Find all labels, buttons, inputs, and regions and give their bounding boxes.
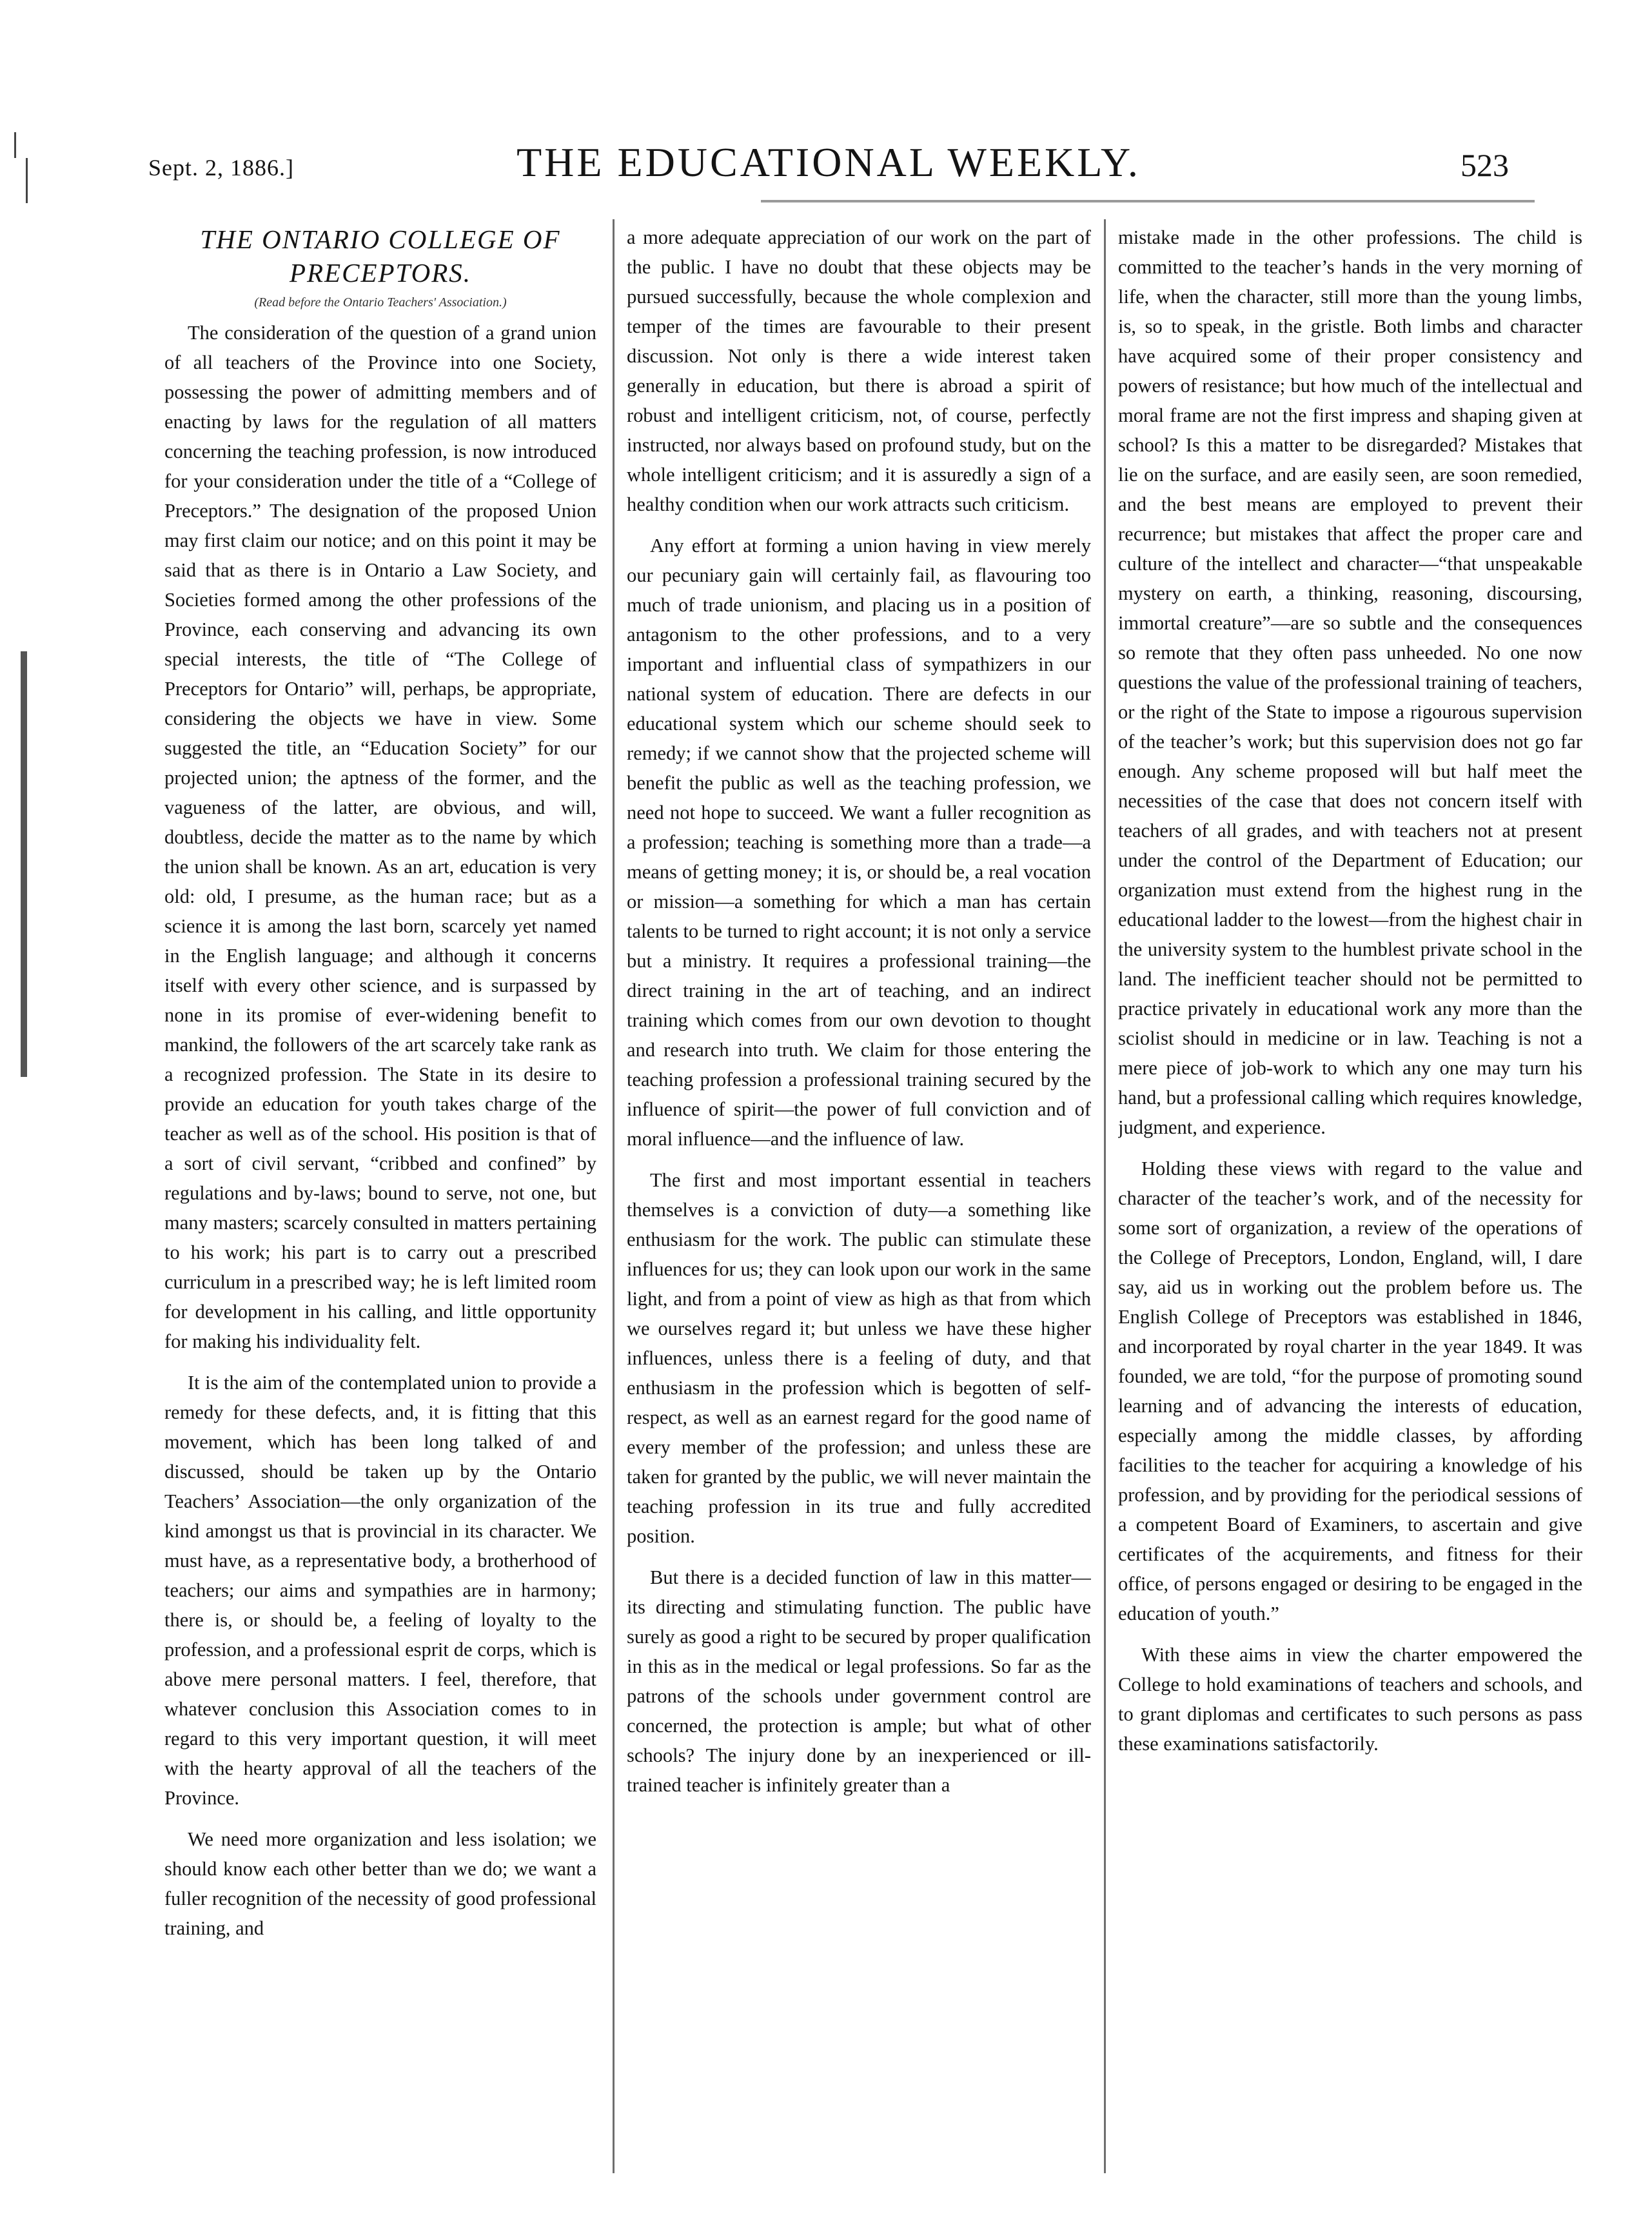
page-header (148, 139, 1509, 190)
paragraph: Holding these views with regard to the value and character of the teacher’s work, and of the necessity for some sort of organization, a review of the operations of the College of Preceptors, London, England, will, I dare say, aid us in working out the problem before us. The English College of Preceptors was established in 1846, and incorporated by royal charter in the year 1849. It was founded, we are told, “for the purpose of promoting sound learning and of advancing the interests of education, especially among the middle classes, by affording facilities to the teacher for acquiring a knowledge of his profession, and by providing for the periodical sessions of a competent Board of Examiners, to ascertain and give certificates of the acquirements, and fitness for their office, of persons engaged or desiring to be engaged in the education of youth.” (1118, 1158, 1582, 1624)
paragraph: We need more organization and less isolation; we should know each other better than we do; we want a fuller recognition of the necessity of good professional training, and (164, 1828, 596, 1939)
column-divider (613, 219, 615, 2173)
paragraph: Any effort at forming a union having in view merely our pecuniary gain will certainly fail, as flavouring too much of trade unionism, and placing us in a position of antagonism to the other professions, and to a very important and influential class of sympathizers in our national system of education. There are defects in our educational system which our scheme should seek to remedy; if we cannot show that the projected scheme will benefit the public as well as the teaching profession, we need not hope to succeed. We want a fuller recognition as a profession; teaching is something more than a trade—a means of getting money; it is, or should be, a real vocation or mission—a something for which a man has certain talents to be turned to right account; it is not only a service but a ministry. It requires a professional training—the direct training in the art of teaching, and an indirect training which comes from our own devotion to thought and research into truth. We claim for those entering the teaching profession a professional training secured by the influence of spirit—the power of full conviction and of moral influence—and the influence of law. (627, 535, 1091, 1150)
issue-date: Sept. 2, 1886.] (148, 155, 294, 181)
paragraph: The first and most important essential in teachers themselves is a conviction of duty—a something like enthusiasm for the work. The public can stimulate these influences for us; they can look upon our work in the same light, and from a point of view as high as that from which we ourselves regard it; but unless we have these higher influences, unless there is a feeling of duty, and that enthusiasm in the profession which is begotten of self-respect, as well as an earnest regard for the good name of every member of the profession; and unless these are taken for granted by the public, we will never maintain the teaching profession in its true and fully accredited position. (627, 1169, 1091, 1547)
margin-tick-mark (14, 132, 16, 158)
page-number: 523 (1460, 147, 1509, 183)
article-title: THE ONTARIO COLLEGE OF PRECEPTORS. (200, 224, 561, 288)
paragraph: It is the aim of the contemplated union to provide a remedy for these defects, and, it is fitting that this movement, which has been long talked of and discussed, should be taken up by the Ontario Teachers’ Association—the only organization of the kind amongst us that is provincial in its character. We must have, as a representative body, a brotherhood of teachers; our aims and sympathies are in harmony; there is, or should be, a feeling of loyalty to the profession, and a professional esprit de corps, which is above mere personal matters. I feel, therefore, that whatever conclusion this Association comes to in regard to this very important question, it will meet with the hearty approval of all the teachers of the Province. (164, 1372, 596, 1809)
article-subtitle: (Read before the Ontario Teachers' Association.) (254, 295, 507, 310)
binding-edge-mark (21, 651, 27, 1077)
text-column-1 (164, 222, 596, 2170)
column-divider (1104, 219, 1106, 2173)
text-column-3 (1118, 222, 1582, 2170)
paragraph: But there is a decided function of law in this matter—its directing and stimulating function. The public have surely as good a right to be secured by proper qualification in this as in the medical or legal professions. So far as the patrons of the schools under government control are concerned, the protection is ample; but what of other schools? The injury done by an inexperienced or ill-trained teacher is infinitely greater than a (627, 1566, 1091, 1796)
margin-tick-mark (26, 158, 28, 203)
publication-title: THE EDUCATIONAL WEEKLY. (516, 139, 1141, 185)
paragraph: mistake made in the other professions. The child is committed to the teacher’s hands in the very morning of life, when the character, still more than the young limbs, is, so to speak, in the gristle. Both limbs and character have acquired some of their proper consistency and powers of resistance; but how much of the intellectual and moral frame are not the first impress and shaping given at school? Is this a matter to be disregarded? Mistakes that lie on the surface, and are easily seen, are soon remedied, and the best means are employed to prevent their recurrence; but mistakes that affect the proper care and culture of the intellect and character—“that unspeakable mystery on earth, a thinking, reasoning, discoursing, immortal creature”—are so subtle and the consequences so remote that they often pass unheeded. No one now questions the value of the professional training of teachers, or the right of the State to impose a rigourous supervision of the teacher’s work; but this supervision does not go far enough. Any scheme proposed will but half meet the necessities of the case that does not concern itself with teachers of all grades, and with teachers not at present under the control of the Department of Education; our organization must extend from the highest rung in the educational ladder to the lowest—from the highest chair in the university system to the humblest private school in the land. The inefficient teacher should not be permitted to practice privately in educational work any more than the sciolist should in medicine or in law. Teaching is not a mere piece of job-work to which any one may turn his hand, but a professional calling which requires knowledge, judgment, and experience. (1118, 226, 1582, 1138)
paragraph: With these aims in view the charter empowered the College to hold examinations of teachers and schools, and to grant diplomas and certificates to such persons as pass these examinations satisfactorily. (1118, 1644, 1582, 1755)
paragraph: a more adequate appreciation of our work on the part of the public. I have no doubt that these objects may be pursued successfully, because the whole complexion and temper of the times are favourable to their present discussion. Not only is there a wide interest taken generally in education, but there is abroad a spirit of robust and intelligent criticism, not, of course, perfectly instructed, nor always based on profound study, but on the whole intelligent criticism; and it is assuredly a sign of a healthy condition when our work attracts such criticism. (627, 226, 1091, 515)
text-column-2 (627, 222, 1091, 2170)
paragraph: The consideration of the question of a grand union of all teachers of the Province into one Society, possessing the power of admitting members and of enacting by laws for the regulation of all matters concerning the teaching profession, is now introduced for your consideration under the title of a “College of Preceptors.” The designation of the proposed Union may first claim our notice; and on this point it may be said that as there is in Ontario a Law Society, and Societies formed among the other professions of the Province, each conserving and advancing its own special interests, the title of “The College of Preceptors for Ontario” will, perhaps, be appropriate, considering the objects we have in view. Some suggested the title, an “Education Society” for our projected union; the aptness of the former, and the vagueness of the latter, are obvious, and will, doubtless, decide the matter as to the name by which the union shall be known. As an art, education is very old: old, I presume, as the human race; but as a science it is among the last born, scarcely yet named in the English language; and although it concerns itself with every other science, and is surpassed by none in its promise of ever-widening benefit to mankind, the followers of the art scarcely take rank as a recognized profession. The State in its desire to provide an education for youth takes charge of the teacher as well as of the school. His position is that of a sort of civil servant, “cribbed and confined” by regulations and by-laws; bound to serve, not one, but many masters; scarcely consulted in matters pertaining to his work; his part is to carry out a prescribed curriculum in a prescribed way; he is left limited room for development in his calling, and little opportunity for making his individuality felt. (164, 322, 596, 1352)
header-rule (761, 200, 1535, 202)
